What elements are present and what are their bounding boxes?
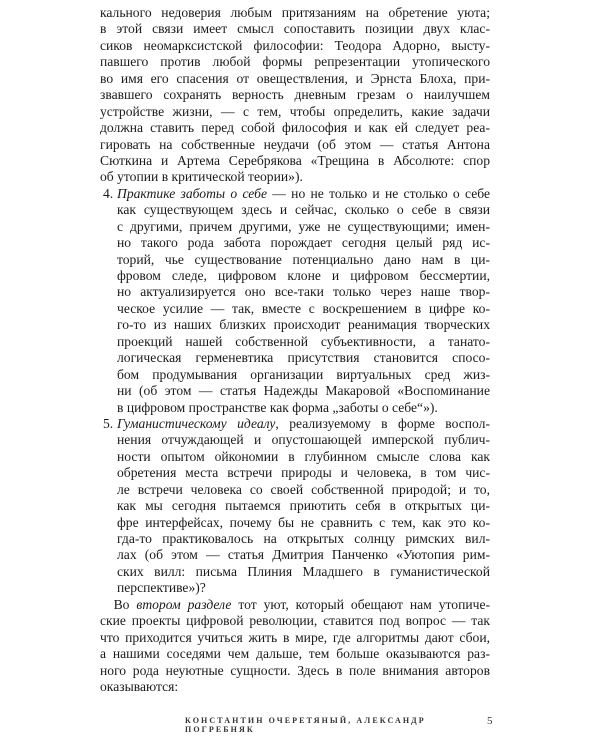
- page-number: 5: [487, 715, 493, 727]
- text-run: фре интерфейсах, почему бы не сравнить с тем, как это ко-: [117, 514, 490, 530]
- text-run: устройстве жизни, — с тем, чтобы определить, какие задачи: [100, 103, 490, 119]
- text-run: в цифровом пространстве как форма „заботы о себе“»).: [117, 399, 438, 415]
- text-run: бом продумывания организации виртуальных сред жиз-: [117, 366, 490, 382]
- text-run: оказываются:: [100, 678, 179, 694]
- text-line: [100, 679, 490, 695]
- list-number: 5.: [103, 415, 114, 431]
- text-run: Сюткина и Артема Серебрякова «Трещина в Абсолюте: спор: [100, 152, 490, 168]
- list-item: [100, 416, 490, 597]
- text-run: Во: [100, 596, 137, 612]
- text-line: [117, 400, 490, 416]
- text-run: ни (об этом — статья Надежды Макаровой «Воспоминание: [117, 383, 490, 399]
- text-line: [117, 580, 490, 596]
- text-run: сиков неомарксистской философии: Теодора Адорно, высту-: [100, 37, 490, 53]
- text-run: тот уют, который обещают нам утопиче-: [231, 596, 491, 612]
- text-run: звавшего сохранять верность дневным грезам о наилучшем: [100, 87, 490, 103]
- text-run: гировать на собственные неудачи (об этом — статья Антона: [100, 136, 490, 152]
- text-line: [100, 137, 490, 153]
- list-number: 4.: [103, 185, 114, 201]
- text-run: во имя его спасения от овеществления, и Эрнста Блоха, при-: [100, 70, 490, 86]
- text-run: , реализуемому в форме воспол-: [275, 415, 490, 431]
- text-line: [117, 334, 490, 350]
- text-run: с другими, причем другими, уже не существующими; имен-: [117, 218, 490, 234]
- text-run: гда-то практиковалось на открытых солнцу римских вил-: [117, 531, 490, 546]
- text-run: логическая герменевтика присутствия становится спосо-: [117, 350, 490, 366]
- text-run: но актуализируется оно все-таки только через наше твор-: [117, 284, 490, 300]
- text-run: го-то из наших близких происходит реанимация творческих: [117, 317, 490, 333]
- text-line: [117, 498, 490, 514]
- text-run: что приходится учиться жить в мире, где алгоритмы дают сбои,: [100, 629, 490, 645]
- text-line: [100, 71, 490, 87]
- text-line: [117, 252, 490, 268]
- text-line: [117, 383, 490, 399]
- text-line: [117, 482, 490, 498]
- text-line: [100, 21, 490, 37]
- text-line: [100, 54, 490, 70]
- text-run: но такого рода забота порождает сегодня целый ряд ис-: [117, 235, 490, 251]
- text-line: [100, 630, 490, 646]
- text-run: в этой связи имеет смысл сопоставить позиции двух клас-: [100, 21, 490, 37]
- text-line: [117, 284, 490, 300]
- text-line: [117, 202, 490, 218]
- paragraph: [100, 5, 490, 186]
- text-run: павшего против любой формы репрезентации утопического: [100, 54, 490, 70]
- text-line: [103, 185, 490, 202]
- emphasis: втором разделе: [136, 596, 232, 612]
- text-line: [117, 268, 490, 284]
- text-run: а нашими соседями чем дальше, тем больше оказываются раз-: [100, 646, 490, 662]
- text-run: ские проекты цифровой революции, ставится под вопрос — так: [100, 613, 490, 629]
- text-line: [117, 350, 490, 366]
- text-run: ских вилл: письма Плиния Младшего в гуманистической: [117, 563, 490, 579]
- text-run: ле встречи человека со своей собственной природой; и то,: [117, 481, 490, 497]
- text-line: [117, 219, 490, 235]
- text-run: нения отчуждающей и опустошающей имперской публич-: [117, 432, 490, 448]
- text-line: [100, 153, 490, 169]
- text-run: проекций нашей собственной субъективности, а танато-: [117, 333, 490, 349]
- text-run: лах (об этом — статья Дмитрия Панченко «Уютопия рим-: [117, 547, 490, 563]
- text-line: [100, 87, 490, 103]
- text-run: ного рода неуютные сущности. Здесь в поле внимания авторов: [100, 662, 490, 678]
- text-line: [103, 415, 490, 432]
- text-line: [117, 432, 490, 448]
- text-run: перспективе»)?: [117, 580, 206, 596]
- text-line: [100, 38, 490, 54]
- text-run: как существующем здесь и сейчас, сколько о себе в связи: [117, 202, 490, 218]
- body-text: [100, 5, 490, 695]
- text-line: [117, 301, 490, 317]
- running-footer: КОНСТАНТИН ОЧЕРЕТЯНЫЙ, АЛЕКСАНДР ПОГРЕБНЯК: [185, 716, 426, 734]
- text-run: ческое усилие — так, вместе с воскрешением в цифре ко-: [117, 300, 490, 316]
- text-run: кального недоверия любым притязаниям на обретение уюта;: [100, 5, 490, 20]
- text-line: [117, 317, 490, 333]
- text-line: [100, 613, 490, 629]
- text-line: [117, 531, 490, 547]
- text-run: обретения места встречи природы и человека, в том чис-: [117, 465, 490, 481]
- text-line: [117, 515, 490, 531]
- text-line: [117, 367, 490, 383]
- text-line: [100, 663, 490, 679]
- text-line: [100, 104, 490, 120]
- text-line: [100, 597, 490, 613]
- text-line: [117, 235, 490, 251]
- text-run: должна ставить перед собой философия и как ей следует реа-: [100, 120, 490, 136]
- text-run: — но не только и не столько о себе: [267, 185, 490, 201]
- text-line: [100, 120, 490, 136]
- text-line: [100, 5, 490, 21]
- emphasis: Практике заботы о себе: [117, 185, 268, 201]
- emphasis: Гуманистическому идеалу: [117, 415, 276, 431]
- text-run: фровом следе, цифровом клоне и цифровом бессмертии,: [117, 268, 490, 283]
- text-line: [117, 449, 490, 465]
- text-run: торий, чье существование потенциально дано нам в ци-: [117, 251, 490, 267]
- text-line: [117, 547, 490, 563]
- list-item: [100, 186, 490, 416]
- text-run: об утопии в критической теории»).: [100, 169, 303, 185]
- text-line: [100, 646, 490, 662]
- paragraph: [100, 597, 490, 696]
- text-line: [117, 465, 490, 481]
- text-run: ности опытом ойкономии в глубинном смысле слова как: [117, 448, 490, 464]
- text-line: [100, 169, 490, 185]
- text-run: как мы сегодня пытаемся приютить себя в открытых ци-: [117, 498, 490, 514]
- text-line: [117, 564, 490, 580]
